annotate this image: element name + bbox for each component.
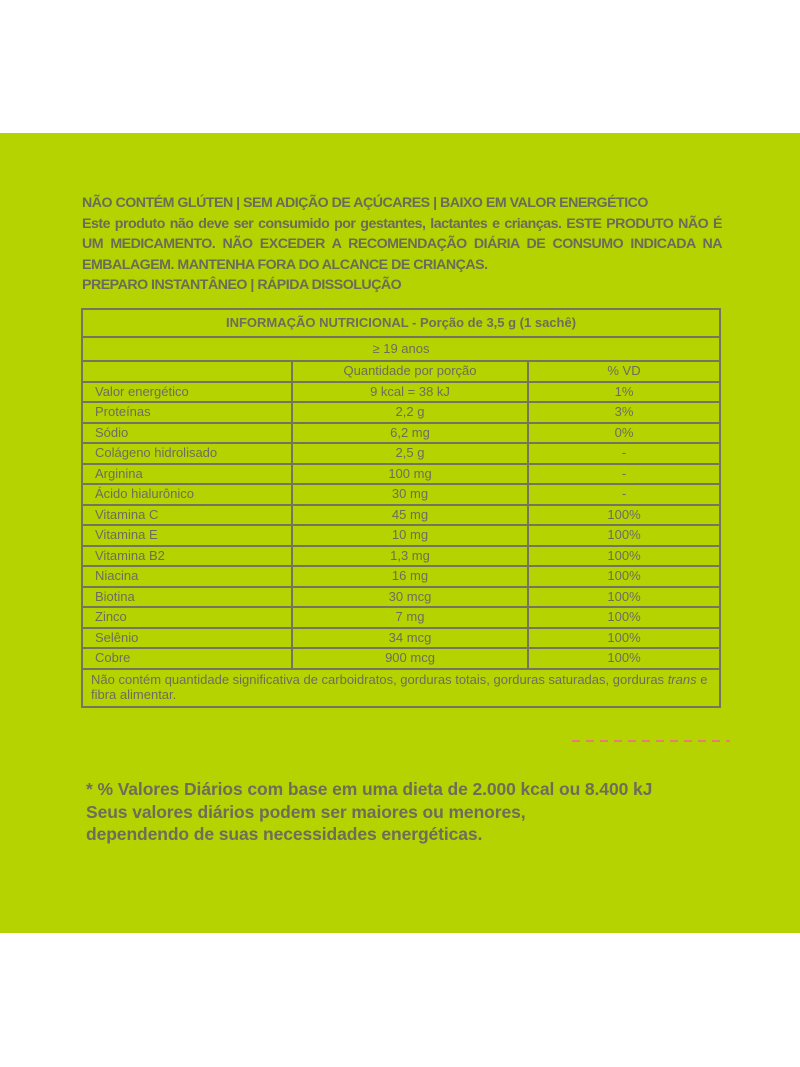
nutrient-name: Sódio [82,423,292,444]
nutrient-vd: - [528,443,720,464]
nutrition-table [81,308,721,708]
nutrient-quantity: 9 kcal = 38 kJ [292,382,528,403]
table-row [82,648,720,669]
nutrient-name: Selênio [82,628,292,649]
nutrient-quantity: 900 mcg [292,648,528,669]
table-title: INFORMAÇÃO NUTRICIONAL - Porção de 3,5 g (1 sachê) [82,309,720,337]
nutrient-name: Niacina [82,566,292,587]
footnote-line-2: Seus valores diários podem ser maiores ou menores, [86,801,526,822]
nutrient-name: Biotina [82,587,292,608]
nutrient-quantity: 10 mg [292,525,528,546]
nutrient-vd: - [528,464,720,485]
table-row [82,566,720,587]
nutrient-vd: 100% [528,648,720,669]
nutrient-name: Vitamina C [82,505,292,526]
nutrient-vd: 100% [528,566,720,587]
nutrient-name: Ácido hialurônico [82,484,292,505]
preparation-line: PREPARO INSTANTÂNEO | RÁPIDA DISSOLUÇÃO [82,277,402,293]
nutrient-vd: 3% [528,402,720,423]
table-row [82,423,720,444]
table-row [82,402,720,423]
nutrient-vd: 100% [528,607,720,628]
nutrient-name: Proteínas [82,402,292,423]
footnote [86,778,746,846]
label-header [82,193,722,296]
age-group-row [82,337,720,361]
table-row [82,607,720,628]
note-text: Não contém quantidade significativa de carboidratos, gorduras totais, gorduras saturadas, gorduras [91,671,665,687]
nutrient-quantity: 2,5 g [292,443,528,464]
footnote-line-1: * % Valores Diários com base em uma dieta de 2.000 kcal ou 8.400 kJ [86,779,653,799]
nutrient-quantity: 30 mg [292,484,528,505]
nutrient-name: Vitamina E [82,525,292,546]
table-row [82,484,720,505]
nutrient-name: Arginina [82,464,292,485]
nutrient-vd: 100% [528,546,720,567]
nutrient-name: Valor energético [82,382,292,403]
nutrient-vd: 100% [528,505,720,526]
nutrient-quantity: 100 mg [292,464,528,485]
header-vd: % VD [528,361,720,382]
nutrient-vd: 0% [528,423,720,444]
nutrient-quantity: 34 mcg [292,628,528,649]
table-row [82,525,720,546]
warning-text: Este produto não deve ser consumido por gestantes, lactantes e crianças. ESTE PRODUTO NÃO É UM MEDICAMENTO. NÃO EXCEDER A RECOMENDAÇÃO DIÁRIA DE CONSUMO INDICADA NA EMBALAGEM. MANTENHA FORA DO ALCANCE DE CRIANÇAS. [82,215,722,273]
nutrient-quantity: 2,2 g [292,402,528,423]
nutrient-vd: 1% [528,382,720,403]
note-trans: trans [667,671,697,687]
table-row [82,464,720,485]
decorative-dashes [572,740,730,742]
table-row [82,382,720,403]
note-row [82,669,720,707]
table-title-row [82,309,720,337]
nutrient-vd: 100% [528,628,720,649]
table-note [82,669,720,707]
claims-line: NÃO CONTÉM GLÚTEN | SEM ADIÇÃO DE AÇÚCARES | BAIXO EM VALOR ENERGÉTICO [82,195,648,211]
nutrient-vd: - [528,484,720,505]
table-row [82,587,720,608]
footnote-line-3: dependendo de suas necessidades energéticas. [86,824,483,844]
header-quantity: Quantidade por porção [292,361,528,382]
nutrient-quantity: 45 mg [292,505,528,526]
table-row [82,546,720,567]
table-row [82,505,720,526]
column-header-row [82,361,720,382]
table-row [82,628,720,649]
age-group: ≥ 19 anos [82,337,720,361]
nutrient-vd: 100% [528,587,720,608]
nutrient-quantity: 1,3 mg [292,546,528,567]
nutrient-quantity: 6,2 mg [292,423,528,444]
nutrient-name: Vitamina B2 [82,546,292,567]
nutrient-name: Zinco [82,607,292,628]
nutrient-name: Colágeno hidrolisado [82,443,292,464]
header-empty-cell [82,361,292,382]
note-text-end: e fibra alimentar. [91,671,708,702]
nutrient-vd: 100% [528,525,720,546]
nutrient-quantity: 16 mg [292,566,528,587]
nutrient-quantity: 30 mcg [292,587,528,608]
nutrient-name: Cobre [82,648,292,669]
table-row [82,443,720,464]
nutrient-quantity: 7 mg [292,607,528,628]
